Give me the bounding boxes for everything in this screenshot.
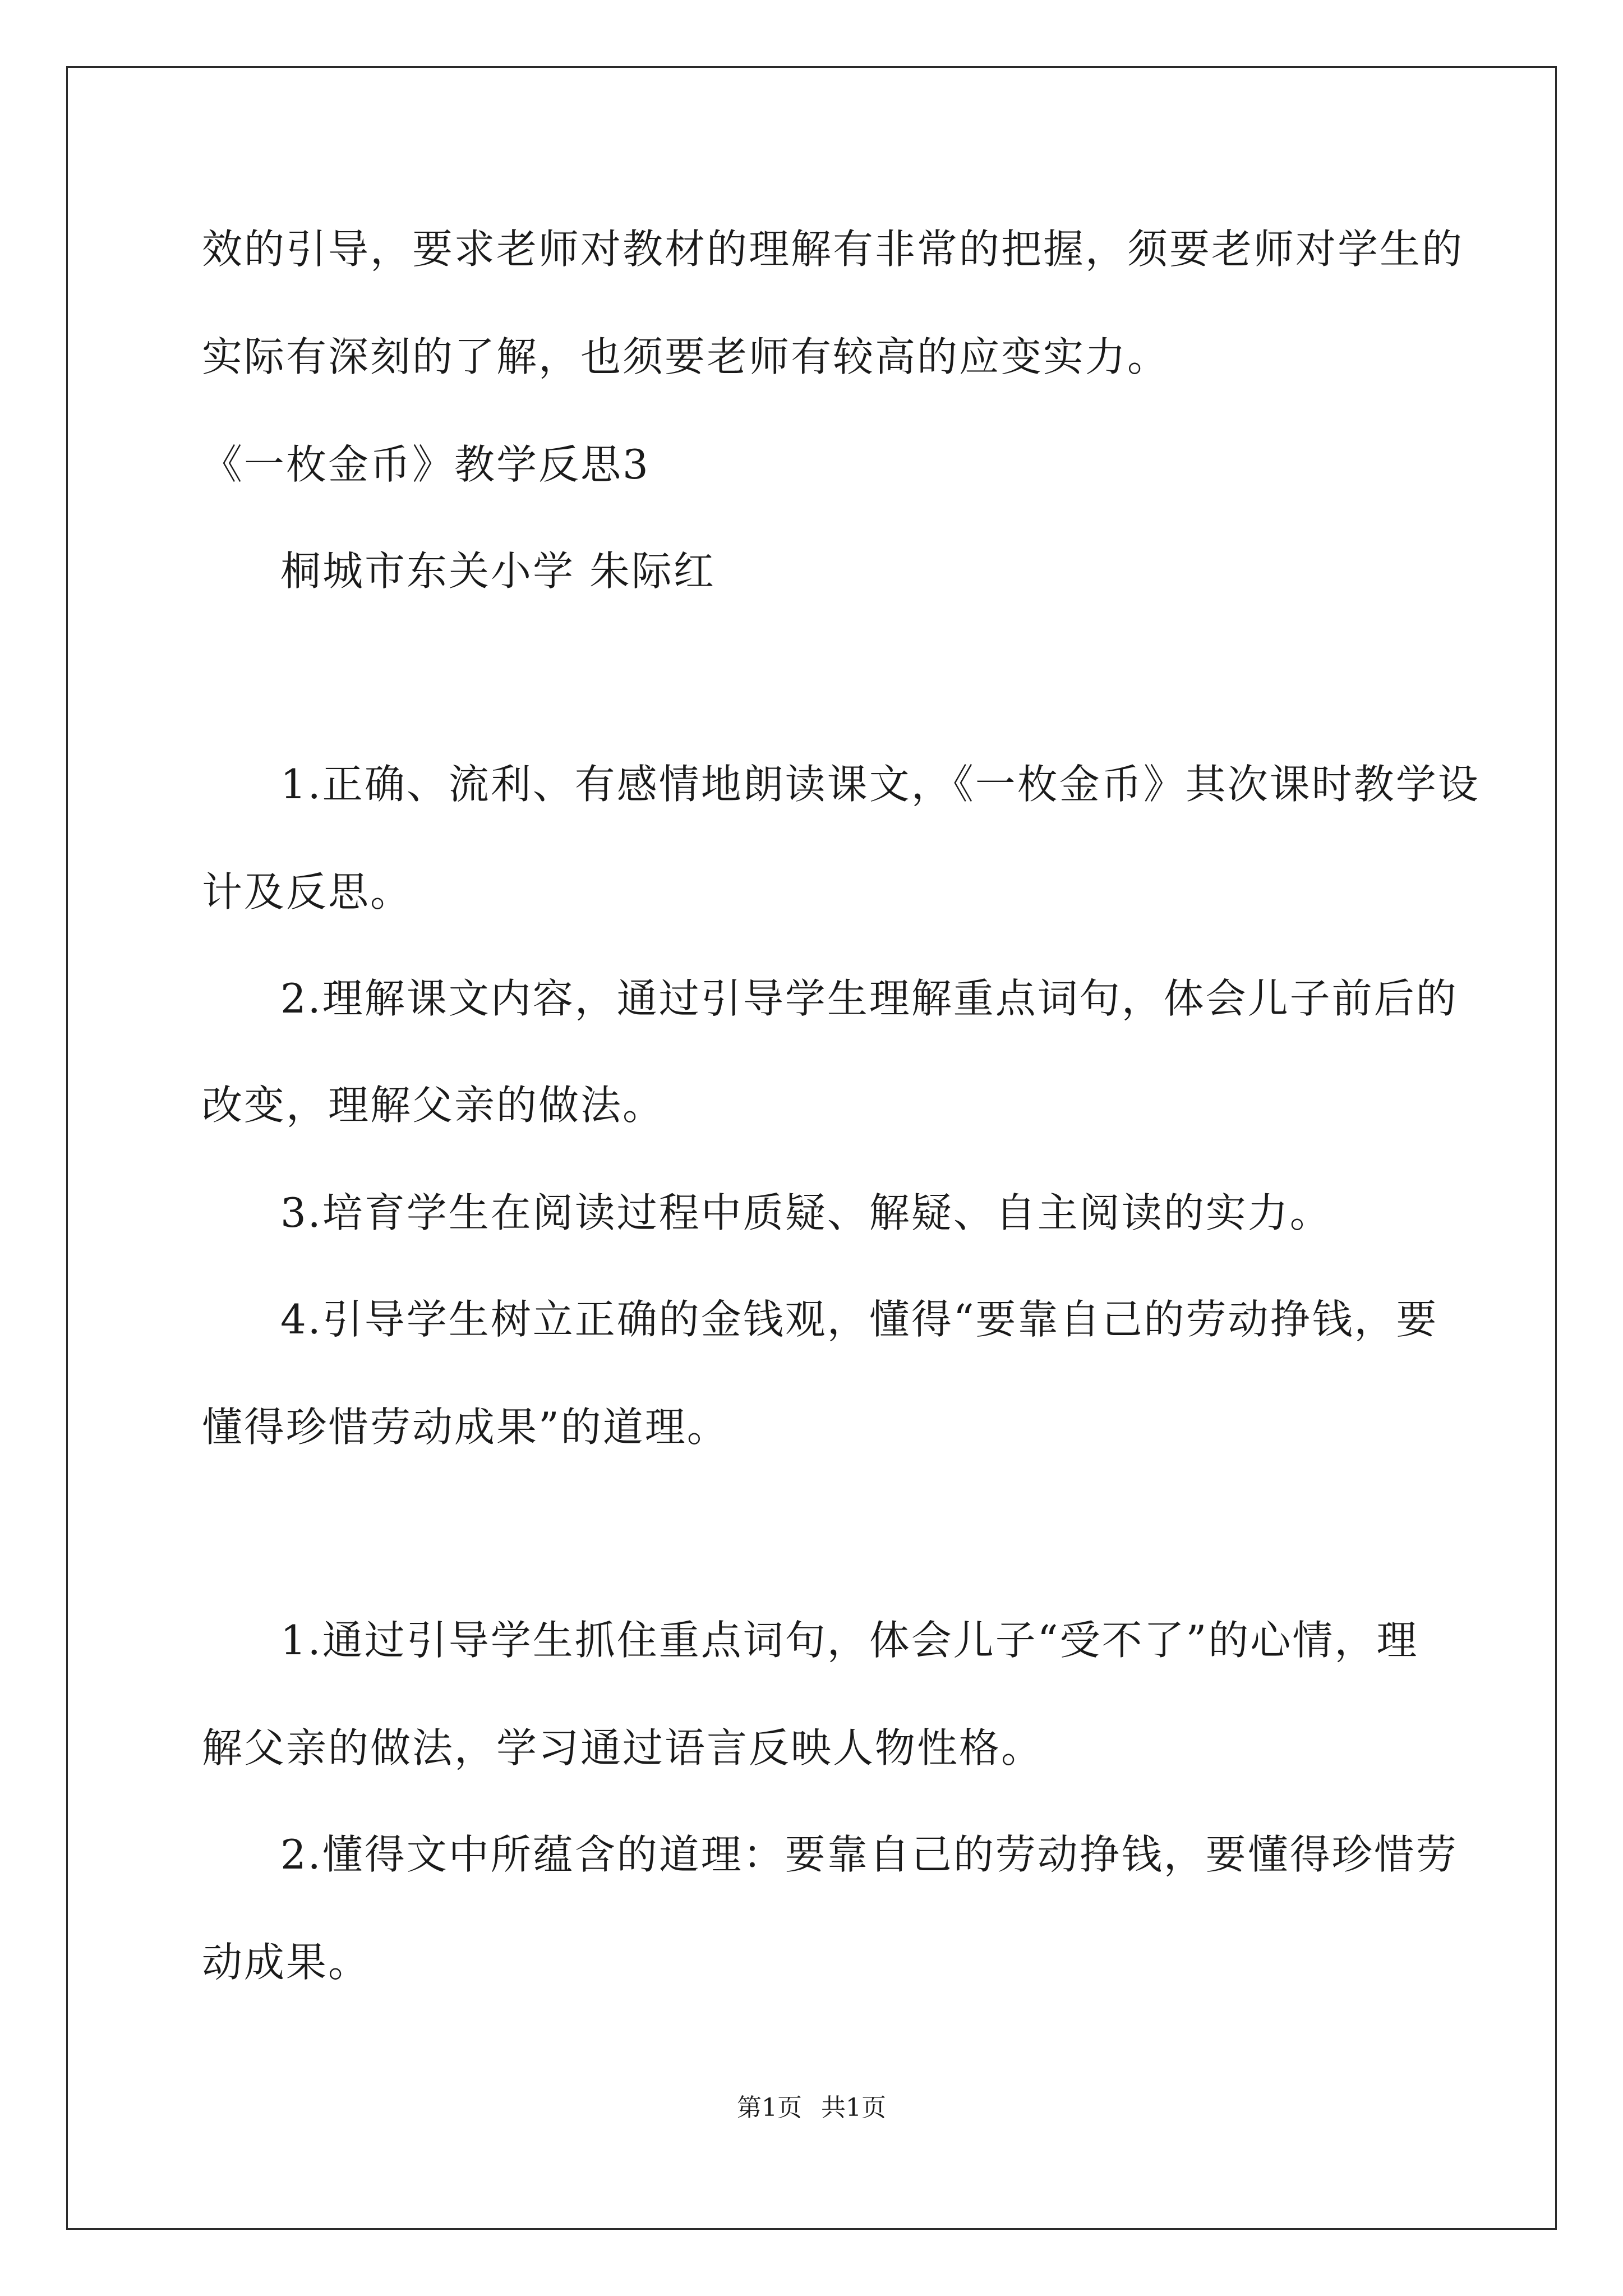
page-footer [0,2091,1623,2125]
paragraph-line: 1.正确、流利、有感情地朗读课文，《一枚金币》其次课时教学设 [280,761,1480,808]
paragraph-line: 改变，理解父亲的做法。 [202,1082,665,1129]
paragraph-line: 计及反思。 [202,868,413,915]
paragraph-line: 2.懂得文中所蕴含的道理：要靠自己的劳动挣钱，要懂得珍惜劳 [280,1831,1458,1878]
paragraph-line: 懂得珍惜劳动成果”的道理。 [202,1404,729,1451]
paragraph-line: 解父亲的做法，学习通过语言反映人物性格。 [202,1724,1044,1772]
paragraph-line: 1.通过引导学生抓住重点词句，体会儿子“受不了”的心情，理 [280,1617,1419,1664]
paragraph-line: 3.培育学生在阅读过程中质疑、解疑、自主阅读的实力。 [280,1189,1332,1236]
paragraph-line: 动成果。 [202,1939,371,1986]
paragraph-line: 效的引导，要求老师对教材的理解有非常的把握，须要老师对学生的 [202,226,1464,273]
section-title: 《一枚金币》教学反思3 [202,441,650,488]
paragraph-line: 实际有深刻的了解，也须要老师有较高的应变实力。 [202,333,1170,380]
paragraph-line: 4.引导学生树立正确的金钱观，懂得“要靠自己的劳动挣钱，要 [280,1296,1438,1343]
paragraph-line: 2.理解课文内容，通过引导学生理解重点词句，体会儿子前后的 [280,975,1458,1022]
page-border [66,66,1557,2230]
author-line: 桐城市东关小学 朱际红 [280,547,716,595]
page-number: 第1页 [737,2093,802,2122]
page-total: 共1页 [821,2093,886,2122]
